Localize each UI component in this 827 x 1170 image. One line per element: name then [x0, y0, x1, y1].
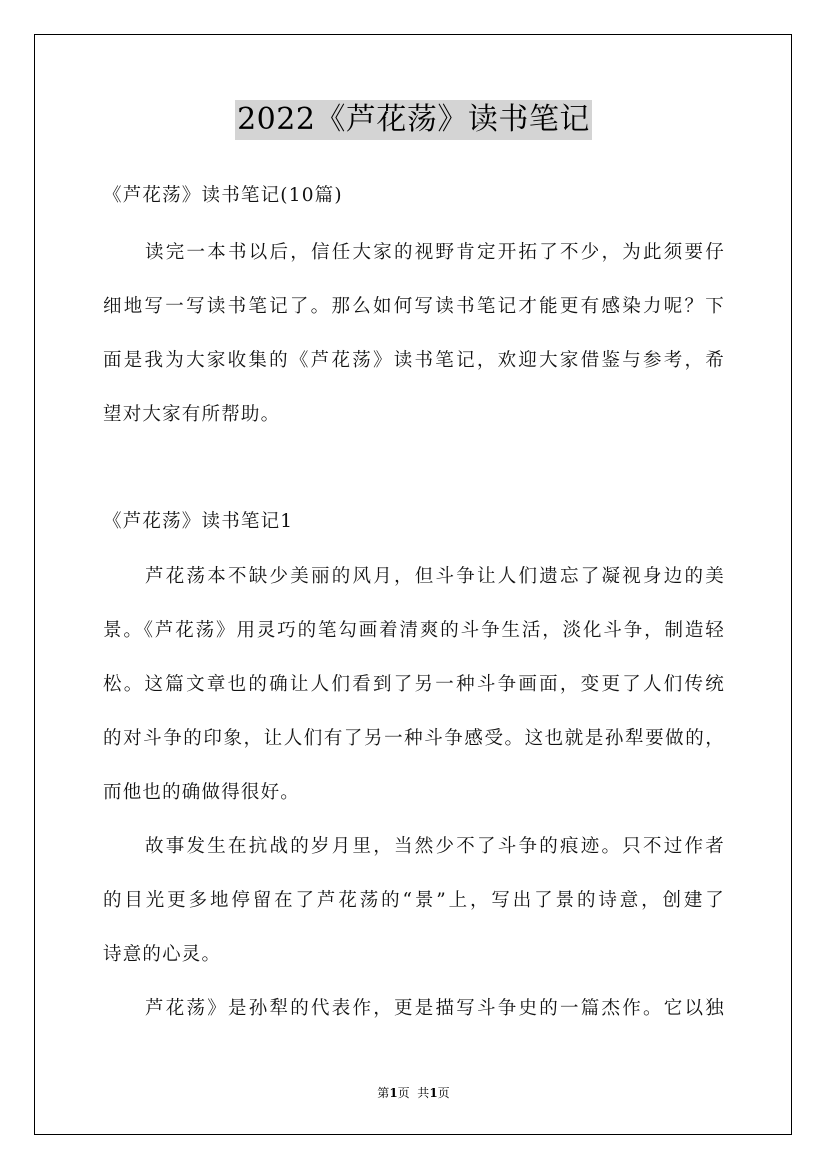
intro-line: 面是我为大家收集的《芦花荡》读书笔记，欢迎大家借鉴与参考，希 — [103, 350, 725, 371]
intro-line: 读完一本书以后，信任大家的视野肯定开拓了不少，为此须要仔 — [145, 242, 725, 263]
paragraph-line: 松。这篇文章也的确让人们看到了另一种斗争画面，变更了人们传统 — [103, 674, 725, 695]
paragraph-line: 芦花荡本不缺少美丽的风月，但斗争让人们遗忘了凝视身边的美 — [145, 566, 725, 587]
paragraph-line: 诗意的心灵。 — [103, 944, 222, 965]
footer-page-suffix: 页 — [437, 1086, 450, 1100]
paragraph-line: 芦花荡》是孙犁的代表作，更是描写斗争史的一篇杰作。它以独 — [145, 998, 725, 1019]
footer-page-prefix: 第 — [377, 1086, 390, 1100]
document-subtitle: 《芦花荡》读书笔记(10篇) — [103, 185, 343, 206]
page-footer — [0, 1084, 827, 1101]
paragraph-line: 景。《芦花荡》用灵巧的笔勾画着清爽的斗争生活，淡化斗争，制造轻 — [103, 620, 725, 641]
intro-line: 望对大家有所帮助。 — [103, 404, 281, 425]
footer-page-number: 1 — [389, 1086, 398, 1100]
paragraph-line: 的对斗争的印象，让人们有了另一种斗争感受。这也就是孙犁要做的， — [103, 728, 725, 749]
paragraph-line: 故事发生在抗战的岁月里，当然少不了斗争的痕迹。只不过作者 — [145, 836, 725, 857]
section-heading: 《芦花荡》读书笔记1 — [103, 511, 294, 532]
document-title: 2022《芦花荡》读书笔记 — [235, 100, 592, 140]
footer-page-mid: 页 共 — [397, 1086, 430, 1100]
intro-line: 细地写一写读书笔记了。那么如何写读书笔记才能更有感染力呢？下 — [103, 296, 725, 317]
paragraph-line: 的目光更多地停留在了芦花荡的“景”上，写出了景的诗意，创建了 — [103, 890, 725, 911]
title-wrap — [0, 100, 827, 140]
paragraph-line: 而他也的确做得很好。 — [103, 782, 301, 803]
footer-page-total: 1 — [429, 1086, 438, 1100]
